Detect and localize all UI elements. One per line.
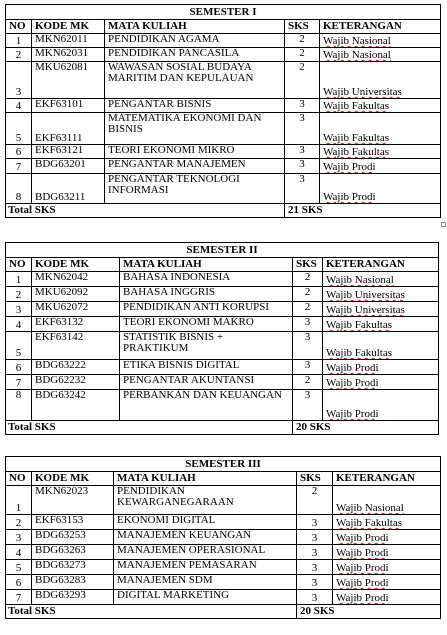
cell-sks: 3	[297, 575, 333, 590]
cell-sks: 3	[293, 332, 323, 360]
cell-sks: 3	[285, 159, 320, 174]
cell-mata-kuliah: PERBANKAN DAN KEUANGAN	[120, 390, 293, 421]
cell-sks: 3	[297, 545, 333, 560]
cell-mata-kuliah: MATEMATIKA EKONOMI DAN BISNIS	[105, 113, 285, 145]
cell-mata-kuliah: PENGANTAR MANAJEMEN	[105, 159, 285, 174]
cell-kode: BDG63273	[32, 560, 114, 575]
cell-keterangan: Wajib Fakultas	[326, 319, 393, 331]
cell-kode: MKN62042	[32, 272, 120, 287]
cell-keterangan: Wajib Prodi	[323, 161, 376, 173]
table-row	[6, 486, 441, 515]
cell-mata-kuliah: MANAJEMEN KEUANGAN	[114, 530, 297, 545]
semester-title: SEMESTER II	[6, 243, 439, 258]
table-row	[6, 272, 439, 287]
cell-no: 7	[6, 590, 32, 605]
cell-no: 7	[6, 159, 32, 174]
cell-mata-kuliah: EKONOMI DIGITAL	[114, 515, 297, 530]
cell-kode: EKF63132	[32, 317, 120, 332]
table-row	[6, 332, 439, 360]
cell-kode: MKU62092	[32, 287, 120, 302]
col-header-mata-kuliah: MATA KULIAH	[114, 472, 297, 486]
cell-no: 5	[6, 113, 32, 145]
cell-keterangan: Wajib Prodi	[326, 408, 379, 420]
col-header-keterangan: KETERANGAN	[320, 20, 441, 34]
cell-no: 8	[6, 174, 32, 204]
column-header-row	[6, 472, 441, 486]
col-header-no: NO	[6, 20, 32, 34]
total-value: 21 SKS	[285, 204, 441, 218]
total-label: Total SKS	[6, 421, 293, 435]
cell-no: 7	[6, 375, 32, 390]
cell-kode: BDG63242	[32, 390, 120, 421]
cell-kode: BDG63253	[32, 530, 114, 545]
cell-mata-kuliah: BAHASA INGGRIS	[120, 287, 293, 302]
cell-no: 1	[6, 34, 32, 48]
semester-title: SEMESTER I	[6, 5, 441, 20]
cell-no: 6	[6, 575, 32, 590]
table-row	[6, 515, 441, 530]
cell-keterangan: Wajib Fakultas	[323, 132, 390, 144]
cell-sks: 3	[285, 99, 320, 113]
cell-sks: 3	[293, 390, 323, 421]
cell-mata-kuliah: PENDIDIKAN ANTI KORUPSI	[120, 302, 293, 317]
table-row	[6, 575, 441, 590]
cell-no: 2	[6, 287, 32, 302]
cell-no: 6	[6, 145, 32, 159]
table-row	[6, 62, 441, 99]
cell-kode: MKU62072	[32, 302, 120, 317]
col-header-sks: SKS	[293, 258, 323, 272]
cell-sks: 3	[285, 113, 320, 145]
cell-kode: BDG63293	[32, 590, 114, 605]
cell-keterangan: Wajib Prodi	[336, 592, 389, 604]
cell-keterangan: Wajib Nasional	[323, 49, 391, 61]
col-header-keterangan: KETERANGAN	[333, 472, 441, 486]
column-header-row	[6, 258, 439, 272]
cell-keterangan: Wajib Prodi	[336, 532, 389, 544]
cell-keterangan: Wajib Universitas	[323, 86, 402, 98]
cell-sks: 2	[285, 34, 320, 48]
cell-keterangan: Wajib Nasional	[323, 35, 391, 47]
cell-no: 5	[6, 332, 32, 360]
cell-kode: BDG63283	[32, 575, 114, 590]
cell-kode: MKN62011	[32, 34, 105, 48]
total-row	[6, 421, 439, 435]
cell-sks: 2	[293, 272, 323, 287]
cell-kode: BDG63201	[32, 159, 105, 174]
cell-sks: 2	[293, 287, 323, 302]
cell-no: 2	[6, 48, 32, 62]
cell-kode: MKU62081	[32, 62, 105, 99]
cell-no: 8	[6, 390, 32, 421]
table-row	[6, 34, 441, 48]
cell-mata-kuliah: ETIKA BISNIS DIGITAL	[120, 360, 293, 375]
cell-kode: EKF63101	[32, 99, 105, 113]
cell-mata-kuliah: STATISTIK BISNIS + PRAKTIKUM	[120, 332, 293, 360]
cell-mata-kuliah: PENGANTAR AKUNTANSI	[120, 375, 293, 390]
cell-sks: 3	[297, 515, 333, 530]
cell-kode: BDG63222	[32, 360, 120, 375]
cell-mata-kuliah: MANAJEMEN PEMASARAN	[114, 560, 297, 575]
cell-keterangan: Wajib Nasional	[326, 274, 394, 286]
cell-kode: BDG63211	[32, 174, 105, 204]
col-header-keterangan: KETERANGAN	[323, 258, 439, 272]
cell-keterangan: Wajib Fakultas	[326, 347, 393, 359]
cell-no: 6	[6, 360, 32, 375]
cell-kode: EKF63153	[32, 515, 114, 530]
cell-mata-kuliah: TEORI EKONOMI MIKRO	[105, 145, 285, 159]
table-row	[6, 545, 441, 560]
cell-no: 3	[6, 302, 32, 317]
cell-mata-kuliah: PENGANTAR BISNIS	[105, 99, 285, 113]
col-header-kode: KODE MK	[32, 258, 120, 272]
table-row	[6, 317, 439, 332]
cell-no: 1	[6, 486, 32, 515]
cell-mata-kuliah: PENDIDIKAN AGAMA	[105, 34, 285, 48]
col-header-kode: KODE MK	[32, 20, 105, 34]
cell-mata-kuliah: PENDIDIKAN KEWARGANEGARAAN	[114, 486, 297, 515]
cell-mata-kuliah: MANAJEMEN SDM	[114, 575, 297, 590]
total-value: 20 SKS	[297, 605, 441, 619]
col-header-no: NO	[6, 258, 32, 272]
total-row	[6, 605, 441, 619]
table-row	[6, 145, 441, 159]
cell-no: 3	[6, 530, 32, 545]
cell-sks: 2	[293, 375, 323, 390]
cell-keterangan: Wajib Prodi	[336, 547, 389, 559]
table-row	[6, 302, 439, 317]
cell-sks: 3	[297, 530, 333, 545]
cell-mata-kuliah: BAHASA INDONESIA	[120, 272, 293, 287]
cell-keterangan: Wajib Fakultas	[323, 100, 390, 112]
cell-no: 5	[6, 560, 32, 575]
cell-no: 4	[6, 317, 32, 332]
cell-mata-kuliah: MANAJEMEN OPERASIONAL	[114, 545, 297, 560]
cell-keterangan: Wajib Prodi	[336, 562, 389, 574]
semester-2-table	[5, 242, 439, 435]
cell-kode: EKF63142	[32, 332, 120, 360]
col-header-sks: SKS	[297, 472, 333, 486]
cell-mata-kuliah: TEORI EKONOMI MAKRO	[120, 317, 293, 332]
cell-sks: 3	[293, 317, 323, 332]
cell-keterangan: Wajib Prodi	[326, 362, 379, 374]
table-row	[6, 590, 441, 605]
table-row	[6, 287, 439, 302]
cell-sks: 2	[285, 62, 320, 99]
cell-kode: BDG62232	[32, 375, 120, 390]
cell-keterangan: Wajib Universitas	[326, 304, 405, 316]
cell-no: 4	[6, 545, 32, 560]
cell-no: 1	[6, 272, 32, 287]
cell-sks: 3	[297, 590, 333, 605]
cell-sks: 2	[297, 486, 333, 515]
cell-keterangan: Wajib Universitas	[326, 289, 405, 301]
total-value: 20 SKS	[293, 421, 439, 435]
table-row	[6, 390, 439, 421]
cell-keterangan: Wajib Prodi	[336, 577, 389, 589]
cell-kode: EKF63111	[32, 113, 105, 145]
cell-keterangan: Wajib Prodi	[323, 191, 376, 203]
cell-mata-kuliah: PENGANTAR TEKNOLOGI INFORMASI	[105, 174, 285, 204]
cell-kode: EKF63121	[32, 145, 105, 159]
cell-kode: BDG63263	[32, 545, 114, 560]
cell-mata-kuliah: PENDIDIKAN PANCASILA	[105, 48, 285, 62]
table-row	[6, 99, 441, 113]
table-row	[6, 48, 441, 62]
cell-keterangan: Wajib Prodi	[326, 377, 379, 389]
cell-no: 2	[6, 515, 32, 530]
cell-mata-kuliah: DIGITAL MARKETING	[114, 590, 297, 605]
table-resize-handle	[441, 222, 446, 227]
col-header-mata-kuliah: MATA KULIAH	[105, 20, 285, 34]
cell-no: 3	[6, 62, 32, 99]
cell-kode: MKN62023	[32, 486, 114, 515]
cell-kode: MKN62031	[32, 48, 105, 62]
cell-mata-kuliah: WAWASAN SOSIAL BUDAYA MARITIM DAN KEPULAUAN	[105, 62, 285, 99]
column-header-row	[6, 20, 441, 34]
cell-no: 4	[6, 99, 32, 113]
cell-sks: 3	[293, 360, 323, 375]
table-row	[6, 360, 439, 375]
col-header-kode: KODE MK	[32, 472, 114, 486]
col-header-no: NO	[6, 472, 32, 486]
semester-1-table	[5, 4, 441, 218]
col-header-mata-kuliah: MATA KULIAH	[120, 258, 293, 272]
cell-keterangan: Wajib Fakultas	[323, 146, 390, 158]
total-label: Total SKS	[6, 204, 285, 218]
table-row	[6, 159, 441, 174]
cell-keterangan: Wajib Fakultas	[336, 517, 403, 529]
cell-sks: 3	[285, 145, 320, 159]
semester-3-table	[5, 456, 441, 619]
cell-sks: 3	[297, 560, 333, 575]
cell-sks: 2	[293, 302, 323, 317]
table-row	[6, 560, 441, 575]
semester-title: SEMESTER III	[6, 457, 441, 472]
table-row	[6, 174, 441, 204]
table-row	[6, 113, 441, 145]
cell-keterangan: Wajib Nasional	[336, 502, 404, 514]
cell-sks: 3	[285, 174, 320, 204]
table-row	[6, 530, 441, 545]
cell-sks: 2	[285, 48, 320, 62]
col-header-sks: SKS	[285, 20, 320, 34]
total-label: Total SKS	[6, 605, 297, 619]
total-row	[6, 204, 441, 218]
table-row	[6, 375, 439, 390]
